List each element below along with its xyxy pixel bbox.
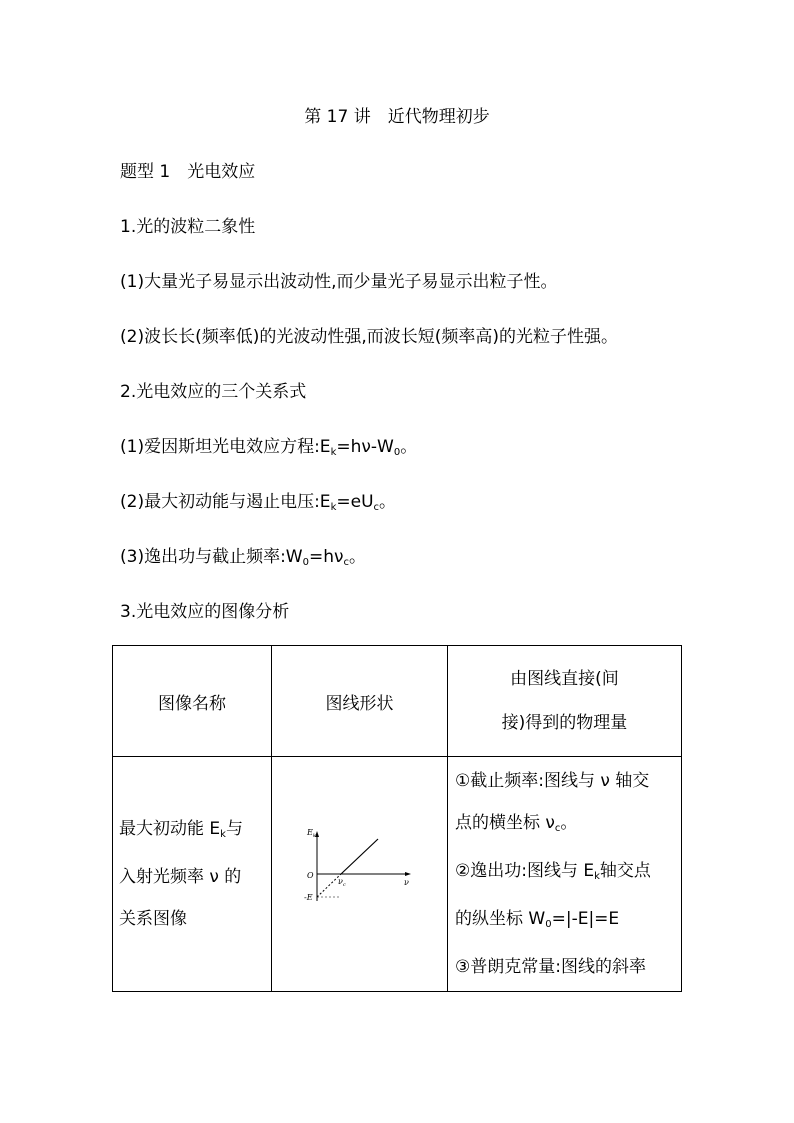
- table-row: [113, 757, 682, 992]
- paragraph-2: (2)波长长(频率低)的光波动性强,而波长短(频率高)的光粒子性强。: [120, 327, 619, 347]
- header-graph-name: 图像名称: [113, 646, 272, 757]
- table-header-row: [113, 646, 682, 757]
- paragraph-1: (1)大量光子易显示出波动性,而少量光子易显示出粒子性。: [120, 272, 558, 292]
- header-graph-shape: 图线形状: [272, 646, 448, 757]
- heading-wave-particle: 1.光的波粒二象性: [120, 217, 256, 237]
- x-axis-arrow: [405, 872, 411, 876]
- formula-stopping-voltage: (2)最大初动能与遏止电压$:E_k=eU_c$。: [120, 492, 397, 513]
- y-intercept-label: -E: [303, 893, 313, 902]
- quantities-cell: ①截止频率:图线与 ν 轴交 点的横坐标 $\nu_c$。 ②逸出功:图线与 $E_k$轴交点 的纵坐标 $W_0=|-E|=E$ ③普朗克常量:图线的斜率: [448, 757, 682, 992]
- ek-vs-frequency-graph: [305, 829, 415, 919]
- graph-line: [341, 839, 378, 874]
- x-axis-label: ν: [403, 878, 409, 887]
- graph-analysis-table: [112, 645, 682, 992]
- formula-einstein: (1)爱因斯坦光电效应方程$:E_k=h\nu-W_0$。: [120, 437, 418, 458]
- header-quantities: 由图线直接(间 接)得到的物理量: [448, 646, 682, 757]
- origin-label: O: [306, 871, 314, 880]
- graph-name-cell: 最大初动能 $E_k$与 入射光频率 ν 的 关系图像: [113, 757, 272, 992]
- page-title: 第 17 讲 近代物理初步: [304, 107, 490, 127]
- section-heading: 题型 1 光电效应: [120, 162, 256, 182]
- x-intercept-label: $\nu_c$: [337, 877, 346, 888]
- graph-shape-cell: [272, 757, 448, 992]
- y-axis-label: $E_k$: [306, 828, 316, 839]
- formula-work-function: (3)逸出功与截止频率$:W_0=h\nu_c$。: [120, 547, 367, 568]
- heading-relations: 2.光电效应的三个关系式: [120, 382, 307, 402]
- heading-graph-analysis: 3.光电效应的图像分析: [120, 602, 290, 622]
